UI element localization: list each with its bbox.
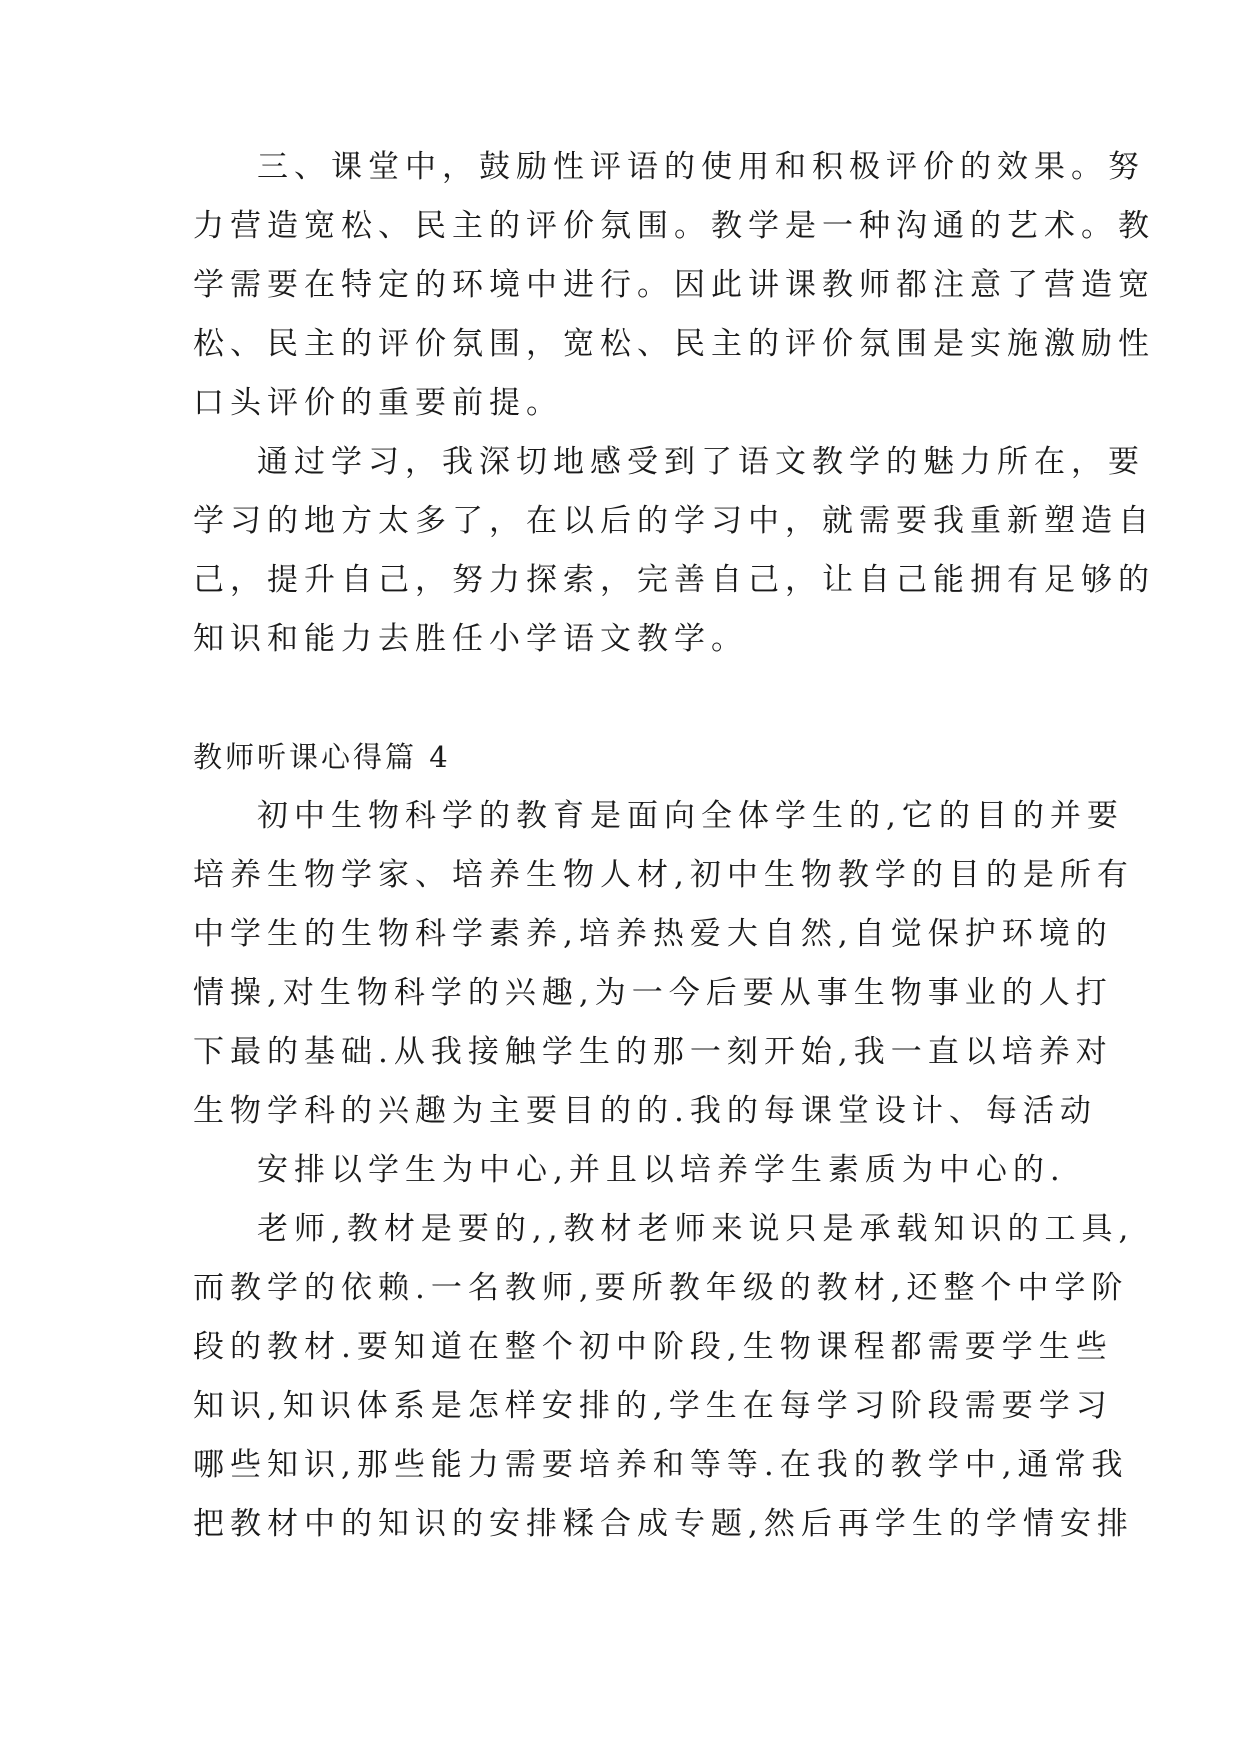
text-line: 下最的基础.从我接触学生的那一刻开始,我一直以培养对 — [193, 1034, 1113, 1070]
text-line: 学习的地方太多了，在以后的学习中，就需要我重新塑造自 — [193, 503, 1155, 539]
article-title: 教师听课心得篇 4 — [193, 740, 451, 774]
text-line: 初中生物科学的教育是面向全体学生的,它的目的并要 — [257, 798, 1124, 834]
text-line: 松、民主的评价氛围，宽松、民主的评价氛围是实施激励性 — [193, 326, 1155, 362]
text-line: 学需要在特定的环境中进行。因此讲课教师都注意了营造宽 — [193, 267, 1155, 303]
text-line: 情操,对生物科学的兴趣,为一今后要从事生物事业的人打 — [193, 975, 1113, 1011]
text-line: 力营造宽松、民主的评价氛围。教学是一种沟通的艺术。教 — [193, 208, 1155, 244]
text-line: 通过学习，我深切地感受到了语文教学的魅力所在，要 — [257, 444, 1145, 480]
text-line: 老师,教材是要的,,教材老师来说只是承载知识的工具, — [257, 1211, 1135, 1247]
text-line: 知识和能力去胜任小学语文教学。 — [193, 621, 748, 657]
text-line: 把教材中的知识的安排糅合成专题,然后再学生的学情安排 — [193, 1506, 1134, 1542]
text-line: 生物学科的兴趣为主要目的的.我的每课堂设计、每活动 — [193, 1093, 1097, 1129]
text-line: 安排以学生为中心,并且以培养学生素质为中心的. — [257, 1152, 1066, 1188]
text-line: 哪些知识,那些能力需要培养和等等.在我的教学中,通常我 — [193, 1447, 1129, 1483]
text-line: 三、课堂中，鼓励性评语的使用和积极评价的效果。努 — [257, 149, 1145, 185]
text-line: 口头评价的重要前提。 — [193, 385, 563, 421]
text-line: 段的教材.要知道在整个初中阶段,生物课程都需要学生些 — [193, 1329, 1113, 1365]
text-line: 知识,知识体系是怎样安排的,学生在每学习阶段需要学习 — [193, 1388, 1113, 1424]
text-line: 培养生物学家、培养生物人材,初中生物教学的目的是所有 — [193, 857, 1134, 893]
text-line: 中学生的生物科学素养,培养热爱大自然,自觉保护环境的 — [193, 916, 1113, 952]
text-line: 己，提升自己，努力探索，完善自己，让自己能拥有足够的 — [193, 562, 1155, 598]
text-line: 而教学的依赖.一名教师,要所教年级的教材,还整个中学阶 — [193, 1270, 1129, 1306]
